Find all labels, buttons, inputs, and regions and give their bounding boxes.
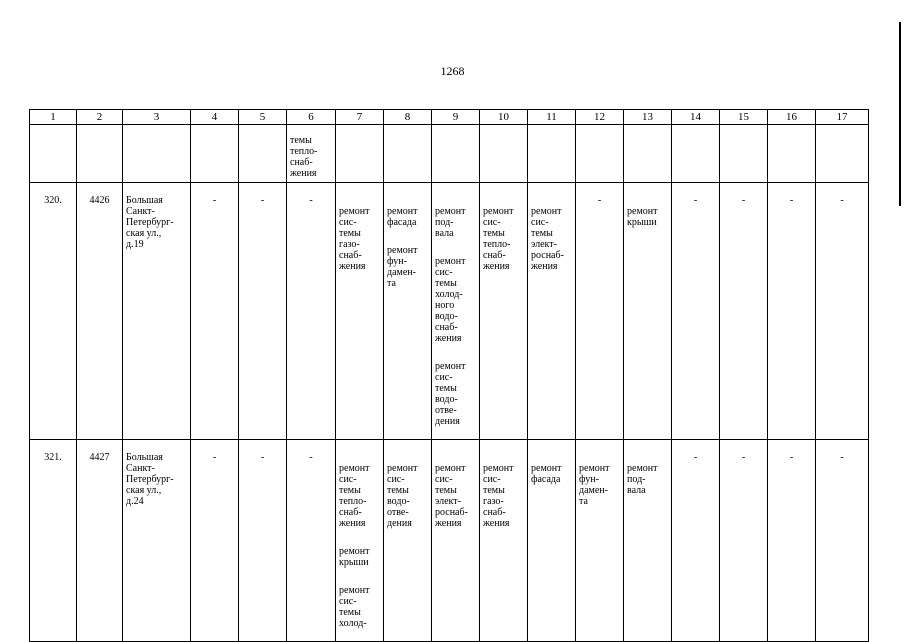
work-cell <box>624 183 672 440</box>
empty-dash: - <box>768 183 816 440</box>
empty-dash: - <box>239 183 287 440</box>
work-item: ремонт фасада <box>531 463 562 485</box>
work-item: ремонт под- вала <box>435 206 466 239</box>
work-item: ремонт сис- темы водо- отве- дения <box>387 463 418 529</box>
work-item: ремонт сис- темы газо- снаб- жения <box>483 463 514 529</box>
empty-dash: - <box>816 183 869 440</box>
continuation-row <box>30 125 869 183</box>
work-item: ремонт сис- темы элект- роснаб- жения <box>435 463 468 529</box>
building-code: 4426 <box>77 183 123 440</box>
work-item: ремонт сис- темы холод- <box>339 585 370 629</box>
empty-dash: - <box>287 440 336 642</box>
work-item: ремонт сис- темы тепло- снаб- жения <box>483 206 514 272</box>
work-cell <box>432 183 480 440</box>
empty-dash: - <box>239 440 287 642</box>
empty-dash: - <box>720 183 768 440</box>
empty-dash: - <box>768 440 816 642</box>
work-cell <box>528 440 576 642</box>
work-item: ремонт крыши <box>339 546 370 568</box>
column-header: 7 <box>336 110 384 125</box>
work-item: ремонт фасада <box>387 206 418 228</box>
work-cell <box>336 183 384 440</box>
work-cell <box>336 440 384 642</box>
column-header: 17 <box>816 110 869 125</box>
work-cell <box>624 440 672 642</box>
column-header: 15 <box>720 110 768 125</box>
column-number-row <box>30 110 869 125</box>
work-item: ремонт фун- дамен- та <box>579 463 610 507</box>
empty-dash: - <box>191 183 239 440</box>
column-header: 1 <box>30 110 77 125</box>
empty-dash: - <box>672 440 720 642</box>
column-header: 5 <box>239 110 287 125</box>
empty-dash: - <box>816 440 869 642</box>
empty-dash: - <box>287 183 336 440</box>
work-cell <box>576 440 624 642</box>
work-cell <box>432 440 480 642</box>
work-cell <box>528 183 576 440</box>
work-item: ремонт сис- темы тепло- снаб- жения <box>339 463 370 529</box>
work-cell <box>480 440 528 642</box>
empty-dash: - <box>672 183 720 440</box>
empty-dash: - <box>576 183 624 440</box>
work-schedule-table <box>29 109 869 642</box>
work-item: ремонт сис- темы элект- роснаб- жения <box>531 206 564 272</box>
work-cell <box>384 183 432 440</box>
row-number: 321. <box>30 440 77 642</box>
row-number: 320. <box>30 183 77 440</box>
column-header: 11 <box>528 110 576 125</box>
column-header: 2 <box>77 110 123 125</box>
work-item: ремонт сис- темы газо- снаб- жения <box>339 206 370 272</box>
column-header: 12 <box>576 110 624 125</box>
address-cell: Большая Санкт- Петербург- ская ул., д.24 <box>123 440 191 642</box>
margin-rule <box>899 22 901 206</box>
column-header: 10 <box>480 110 528 125</box>
column-header: 13 <box>624 110 672 125</box>
column-header: 6 <box>287 110 336 125</box>
column-header: 16 <box>768 110 816 125</box>
work-item: ремонт сис- темы водо- отве- дения <box>435 361 466 427</box>
work-cell <box>384 440 432 642</box>
column-header: 9 <box>432 110 480 125</box>
continuation-cell: темы тепло- снаб- жения <box>287 125 336 183</box>
column-header: 4 <box>191 110 239 125</box>
building-code: 4427 <box>77 440 123 642</box>
work-item: ремонт под- вала <box>627 463 658 496</box>
address-cell: Большая Санкт- Петербург- ская ул., д.19 <box>123 183 191 440</box>
table-row <box>30 440 869 642</box>
empty-dash: - <box>720 440 768 642</box>
work-item: ремонт крыши <box>627 206 658 228</box>
work-cell <box>480 183 528 440</box>
column-header: 3 <box>123 110 191 125</box>
column-header: 14 <box>672 110 720 125</box>
work-item: ремонт фун- дамен- та <box>387 245 418 289</box>
empty-dash: - <box>191 440 239 642</box>
page-number: 1268 <box>440 64 465 78</box>
table-row <box>30 183 869 440</box>
column-header: 8 <box>384 110 432 125</box>
work-item: ремонт сис- темы холод- ного водо- снаб- жения <box>435 256 466 344</box>
